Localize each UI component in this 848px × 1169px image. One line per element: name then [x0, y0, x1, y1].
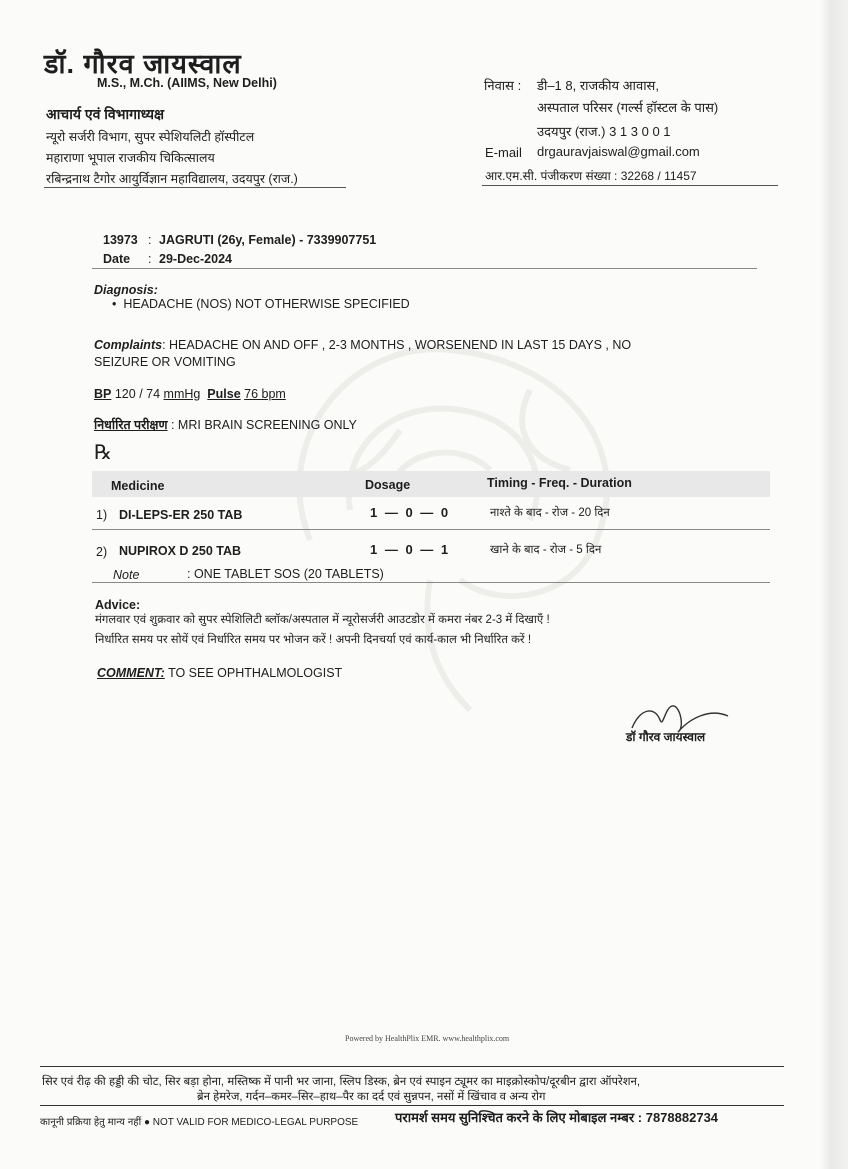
comment-label: COMMENT:: [97, 666, 165, 680]
med-row-2-timing: खाने के बाद - रोज - 5 दिन: [490, 544, 602, 556]
med-row-divider: [92, 529, 770, 530]
med-row-2-note: : ONE TABLET SOS (20 TABLETS): [187, 567, 384, 581]
email-label: E-mail: [485, 145, 522, 160]
hospital-name: महाराणा भूपाल राजकीय चिकित्सालय: [46, 151, 215, 165]
address-label: निवास :: [484, 78, 522, 93]
footer-top-rule: [40, 1066, 784, 1067]
bp-label: BP: [94, 387, 112, 401]
page-edge-shadow: [820, 0, 848, 1169]
med-row-2-num: 2): [96, 545, 108, 559]
footer-services-line-1: सिर एवं रीढ़ की हड्डी की चोट, सिर बड़ा होना, मस्तिष्क में पानी भर जाना, स्लिप डिस्क, ब्रेन एवं स्पाइन ट्यूमर का माइक्रोस्कोप/दूरबीन द्वारा ऑपरेशन,: [42, 1076, 641, 1088]
header-left-rule: [44, 187, 346, 188]
patient-rule: [92, 268, 757, 269]
address-line-1: डी–1 8, राजकीय आवास,: [537, 78, 659, 93]
header-timing: Timing - Freq. - Duration: [487, 476, 632, 490]
complaints-line-2: SEIZURE OR VOMITING: [94, 355, 236, 369]
advice-label: Advice:: [95, 598, 141, 612]
date-sep: :: [148, 252, 152, 266]
doctor-name: डॉ. गौरव जायस्वाल: [44, 49, 242, 79]
college-name: रबिन्द्रनाथ टैगोर आयुर्विज्ञान महाविद्यालय, उदयपुर (राज.): [46, 172, 298, 186]
diagnosis-label: Diagnosis:: [94, 283, 158, 297]
department: न्यूरो सर्जरी विभाग, सुपर स्पेशियलिटी हॉस्पीटल: [46, 130, 255, 144]
med-row-1-dosage: 1 — 0 — 0: [370, 505, 451, 520]
pulse-label: Pulse: [207, 387, 241, 401]
tests-label: निर्धारित परीक्षण: [94, 418, 168, 432]
header-medicine: Medicine: [111, 479, 165, 493]
comment-line: [97, 666, 342, 680]
vitals-line: [94, 387, 286, 401]
tests-value: : MRI BRAIN SCREENING ONLY: [170, 418, 357, 432]
patient-sep: :: [148, 233, 152, 247]
med-row-2-note-label: Note: [113, 568, 140, 582]
registration-number: आर.एम.सी. पंजीकरण संख्या : 32268 / 11457: [485, 169, 697, 183]
doctor-degrees: M.S., M.Ch. (AIIMS, New Delhi): [97, 76, 277, 90]
med-row-2-dosage: 1 — 0 — 1: [370, 542, 451, 557]
med-row-2-name: NUPIROX D 250 TAB: [119, 544, 242, 558]
designation: आचार्य एवं विभागाध्यक्ष: [46, 106, 165, 122]
med-row-1-name: DI-LEPS-ER 250 TAB: [119, 508, 243, 522]
medicine-table-header: [92, 471, 770, 497]
complaints-label: Complaints: [94, 338, 163, 352]
address-line-2: अस्पताल परिसर (गर्ल्स हॉस्टल के पास): [537, 100, 719, 115]
patient-info: JAGRUTI (26y, Female) - 7339907751: [159, 233, 377, 247]
complaints-line-1: [94, 338, 631, 352]
header-dosage: Dosage: [365, 478, 411, 492]
advice-line-2: निर्धारित समय पर सोयें एवं निर्धारित समय पर भोजन करें ! अपनी दिनचर्या एवं कार्य-काल भी निर्धारित करें !: [95, 634, 532, 646]
med-row-1-timing: नाश्ते के बाद - रोज - 20 दिन: [490, 507, 610, 519]
bp-unit: mmHg: [163, 387, 201, 401]
footer-bottom-rule: [40, 1105, 784, 1106]
date-label: Date: [103, 252, 131, 266]
patient-id: 13973: [103, 233, 138, 247]
email-link[interactable]: drgauravjaiswal@gmail.com: [537, 144, 700, 159]
bp-value: 120 / 74: [114, 387, 161, 401]
diagnosis-item: • HEADACHE (NOS) NOT OTHERWISE SPECIFIED: [112, 297, 410, 311]
complaints-text-1: : HEADACHE ON AND OFF , 2-3 MONTHS , WORSENEND IN LAST 15 DAYS , NO: [162, 338, 632, 352]
address-line-3: उदयपुर (राज.) 3 1 3 0 0 1: [537, 124, 671, 139]
pulse-value: 76 bpm: [244, 387, 286, 401]
medicine-table-bottom-rule: [92, 582, 770, 583]
signature-name: डॉ गौरव जायस्वाल: [626, 730, 706, 744]
comment-value: TO SEE OPHTHALMOLOGIST: [168, 666, 343, 680]
med-row-1-num: 1): [96, 508, 108, 522]
diagnosis-text: HEADACHE (NOS) NOT OTHERWISE SPECIFIED: [123, 297, 410, 311]
rx-symbol: ℞: [94, 440, 112, 464]
footer-appointment: परामर्श समय सुनिश्चित करने के लिए मोबाइल नम्बर : 7878882734: [395, 1110, 719, 1125]
advice-line-1: मंगलवार एवं शुक्रवार को सुपर स्पेशिलिटी ब्लॉक/अस्पताल में न्यूरोसर्जरी आउटडोर में कमरा नंबर 2-3 में दिखाएँ !: [95, 614, 550, 626]
footer-services-line-2: ब्रेन हेमरेज, गर्दन–कमर–सिर–हाथ–पैर का दर्द एवं सुन्नपन, नसों में खिंचाव व अन्य रोग: [197, 1091, 546, 1103]
header-right-rule: [482, 185, 778, 186]
footer-legal-note: कानूनी प्रक्रिया हेतु मान्य नहीं ● NOT VALID FOR MEDICO-LEGAL PURPOSE: [40, 1117, 359, 1128]
powered-by: Powered by HealthPlix EMR. www.healthplix.com: [345, 1034, 510, 1043]
visit-date: 29-Dec-2024: [159, 252, 232, 266]
tests-line: [94, 416, 357, 433]
